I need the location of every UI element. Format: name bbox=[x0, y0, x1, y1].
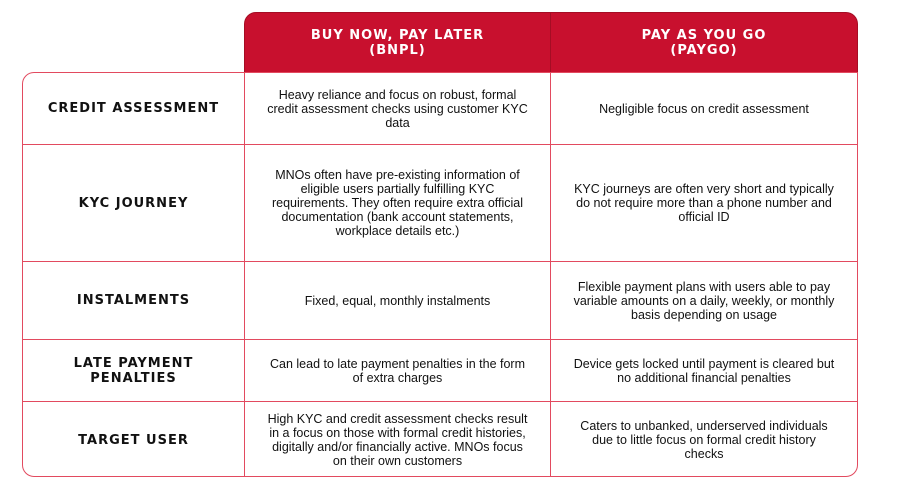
paygo-cell: Negligible focus on credit assessment bbox=[599, 101, 809, 116]
row-label: TARGET USER bbox=[23, 402, 245, 477]
row-label-line2: PENALTIES bbox=[90, 370, 177, 386]
bnpl-cell: Heavy reliance and focus on robust, formal credit assessment checks using customer KYC data bbox=[245, 73, 551, 144]
row-label-line1: LATE PAYMENT bbox=[73, 355, 194, 371]
paygo-cell: Flexible payment plans with users able to pay variable amounts on a daily, weekly, or monthly basis depending on usage bbox=[573, 279, 835, 322]
bnpl-cell: High KYC and credit assessment checks result in a focus on those with formal credit histories, digitally and/or financially active. MNOs focus on their own customers bbox=[245, 402, 551, 477]
header-bnpl bbox=[245, 13, 551, 72]
row-label: CREDIT ASSESSMENT bbox=[23, 73, 245, 144]
table-row-instalments bbox=[23, 262, 857, 340]
bnpl-cell: Can lead to late payment penalties in the form of extra charges bbox=[245, 340, 551, 401]
table-row-target-user bbox=[23, 402, 857, 477]
table-row-kyc-journey bbox=[23, 145, 857, 262]
bnpl-cell: Fixed, equal, monthly instalments bbox=[245, 262, 551, 339]
table-header bbox=[244, 12, 858, 72]
table-row-late-payment-penalties bbox=[23, 340, 857, 402]
row-label: INSTALMENTS bbox=[23, 262, 245, 339]
paygo-cell: KYC journeys are often very short and typically do not require more than a phone number and official ID bbox=[574, 182, 834, 224]
paygo-cell: Device gets locked until payment is cleared but no additional financial penalties bbox=[573, 356, 835, 385]
bnpl-cell: MNOs often have pre-existing information of eligible users partially fulfilling KYC requirements. They often require extra official documentation (bank account statements, workplace details etc.) bbox=[245, 145, 551, 261]
header-paygo-title: PAY AS YOU GO bbox=[641, 27, 767, 43]
header-bnpl-abbr: (BNPL) bbox=[369, 42, 426, 58]
table-row-credit-assessment bbox=[23, 73, 857, 145]
paygo-cell: Caters to unbanked, underserved individuals due to little focus on formal credit history checks bbox=[580, 419, 828, 461]
comparison-table bbox=[22, 72, 858, 477]
row-label bbox=[23, 340, 245, 401]
header-paygo bbox=[551, 13, 857, 72]
row-label: KYC JOURNEY bbox=[23, 145, 245, 261]
header-bnpl-title: BUY NOW, PAY LATER bbox=[310, 27, 485, 43]
header-paygo-abbr: (PAYGO) bbox=[670, 42, 738, 58]
